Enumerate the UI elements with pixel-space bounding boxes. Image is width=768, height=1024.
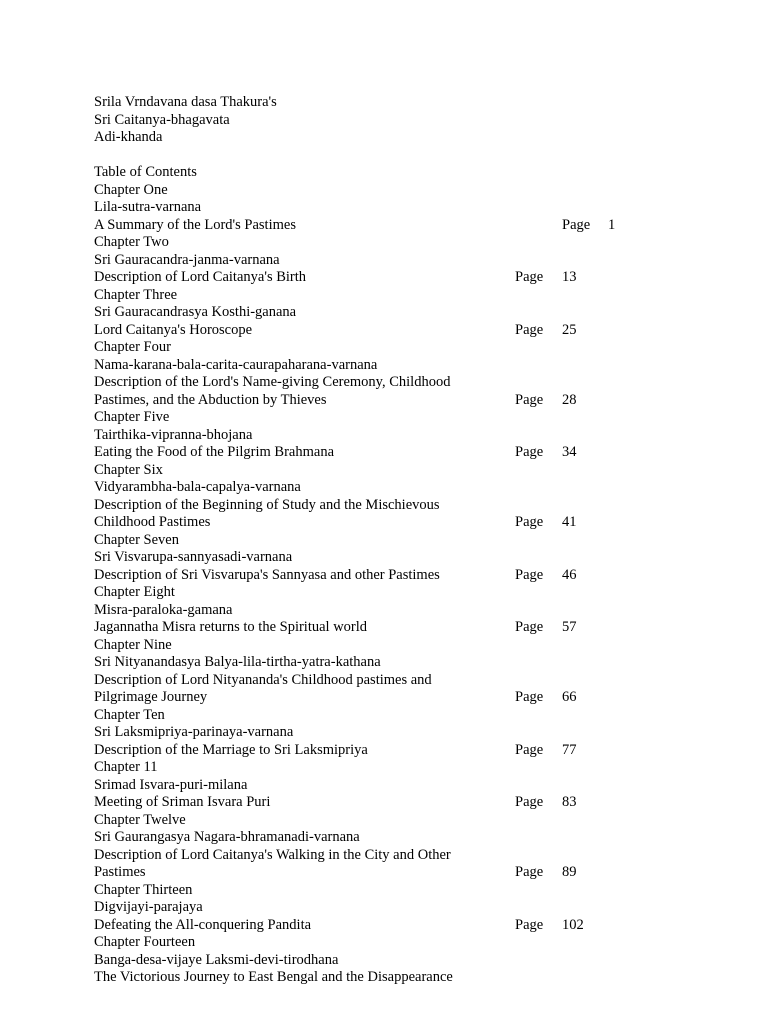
chapter-heading: Chapter Two: [94, 234, 169, 250]
page-label: Page: [515, 741, 544, 758]
page-number: 66: [562, 689, 577, 705]
page-label: Page: [515, 864, 544, 880]
page-label: Page: [515, 391, 544, 408]
chapter-sanskrit-title: Lila-sutra-varnana: [94, 199, 202, 215]
chapter-sanskrit-title: Vidyarambha-bala-capalya-varnana: [94, 479, 301, 495]
chapter-sanskrit-title: Sri Visvarupa-sannyasadi-varnana: [94, 549, 293, 565]
page-number: 89: [562, 864, 577, 880]
page-label: Page: [515, 321, 544, 338]
page-number: 28: [562, 391, 577, 408]
chapter-sanskrit-title: Misra-paraloka-gamana: [94, 601, 233, 618]
chapter-description: Pastimes: [94, 864, 146, 880]
page-label: Page: [562, 216, 591, 233]
chapter-heading: Chapter Five: [94, 409, 170, 425]
chapter-heading: Chapter Four: [94, 339, 171, 355]
chapter-description: Description of Lord Caitanya's Birth: [94, 269, 307, 285]
chapter-description: Lord Caitanya's Horoscope: [94, 321, 253, 338]
chapter-heading: Chapter Nine: [94, 636, 172, 653]
chapter-heading: Chapter Eight: [94, 584, 175, 600]
chapter-sanskrit-title: Banga-desa-vijaye Laksmi-devi-tirodhana: [94, 951, 339, 968]
chapter-sanskrit-title: Sri Nityanandasya Balya-lila-tirtha-yatra-kathana: [94, 654, 381, 670]
chapter-description: Description of the Marriage to Sri Laksmipriya: [94, 741, 368, 758]
chapter-sanskrit-title: Tairthika-vipranna-bhojana: [94, 426, 253, 443]
chapter-sanskrit-title: Sri Gauracandra-janma-varnana: [94, 251, 280, 268]
chapter-description: The Victorious Journey to East Bengal and the Disappearance: [94, 969, 453, 985]
page-number: 13: [562, 269, 577, 285]
page-label: Page: [515, 619, 544, 635]
header-line: Srila Vrndavana dasa Thakura's: [94, 94, 277, 110]
chapter-sanskrit-title: Digvijayi-parajaya: [94, 899, 203, 915]
page-label: Page: [515, 566, 544, 583]
chapter-sanskrit-title: Sri Laksmipriya-parinaya-varnana: [94, 724, 294, 740]
chapter-description: Description of the Beginning of Study and the Mischievous: [94, 496, 440, 513]
chapter-heading: Chapter Twelve: [94, 811, 186, 828]
header-line: Sri Caitanya-bhagavata: [94, 111, 230, 128]
page-number: 57: [562, 619, 577, 635]
toc-title: Table of Contents: [94, 164, 197, 180]
chapter-sanskrit-title: Sri Gauracandrasya Kosthi-ganana: [94, 304, 297, 320]
chapter-heading: Chapter Thirteen: [94, 881, 193, 898]
chapter-heading: Chapter 11: [94, 759, 158, 775]
chapter-sanskrit-title: Sri Gaurangasya Nagara-bhramanadi-varnana: [94, 829, 360, 845]
header-line: Adi-khanda: [94, 129, 163, 145]
chapter-sanskrit-title: Srimad Isvara-puri-milana: [94, 776, 248, 793]
page-number: 77: [562, 741, 577, 758]
page-number: 34: [562, 444, 577, 460]
page-label: Page: [515, 689, 544, 705]
page-label: Page: [515, 514, 544, 530]
page-label: Page: [515, 444, 544, 460]
chapter-description: Meeting of Sriman Isvara Puri: [94, 794, 271, 810]
chapter-description: Pastimes, and the Abduction by Thieves: [94, 391, 327, 408]
page-label: Page: [515, 794, 544, 810]
chapter-heading: Chapter Seven: [94, 531, 179, 548]
chapter-heading: Chapter Fourteen: [94, 934, 196, 950]
chapter-description: Description of Sri Visvarupa's Sannyasa and other Pastimes: [94, 566, 440, 583]
chapter-description: Description of Lord Nityananda's Childhood pastimes and: [94, 671, 432, 688]
chapter-description: Jagannatha Misra returns to the Spiritual world: [94, 619, 368, 635]
chapter-heading: Chapter One: [94, 181, 168, 198]
chapter-description: Childhood Pastimes: [94, 514, 211, 530]
chapter-description: Defeating the All-conquering Pandita: [94, 916, 312, 933]
chapter-sanskrit-title: Nama-karana-bala-carita-caurapaharana-varnana: [94, 356, 378, 373]
chapter-description: Description of Lord Caitanya's Walking in the City and Other: [94, 846, 451, 863]
page-number: 83: [562, 794, 577, 810]
page-number: 102: [562, 916, 584, 933]
page-label: Page: [515, 269, 544, 285]
chapter-heading: Chapter Ten: [94, 706, 165, 723]
chapter-description: A Summary of the Lord's Pastimes: [94, 216, 296, 233]
chapter-description: Eating the Food of the Pilgrim Brahmana: [94, 444, 335, 460]
page-number: 41: [562, 514, 577, 530]
chapter-description: Pilgrimage Journey: [94, 689, 208, 705]
chapter-heading: Chapter Six: [94, 461, 163, 478]
chapter-description: Description of the Lord's Name-giving Ceremony, Childhood: [94, 374, 451, 390]
page-label: Page: [515, 916, 544, 933]
page-number: 1: [608, 216, 616, 233]
chapter-heading: Chapter Three: [94, 286, 178, 303]
page-number: 25: [562, 321, 577, 338]
page-number: 46: [562, 566, 577, 583]
